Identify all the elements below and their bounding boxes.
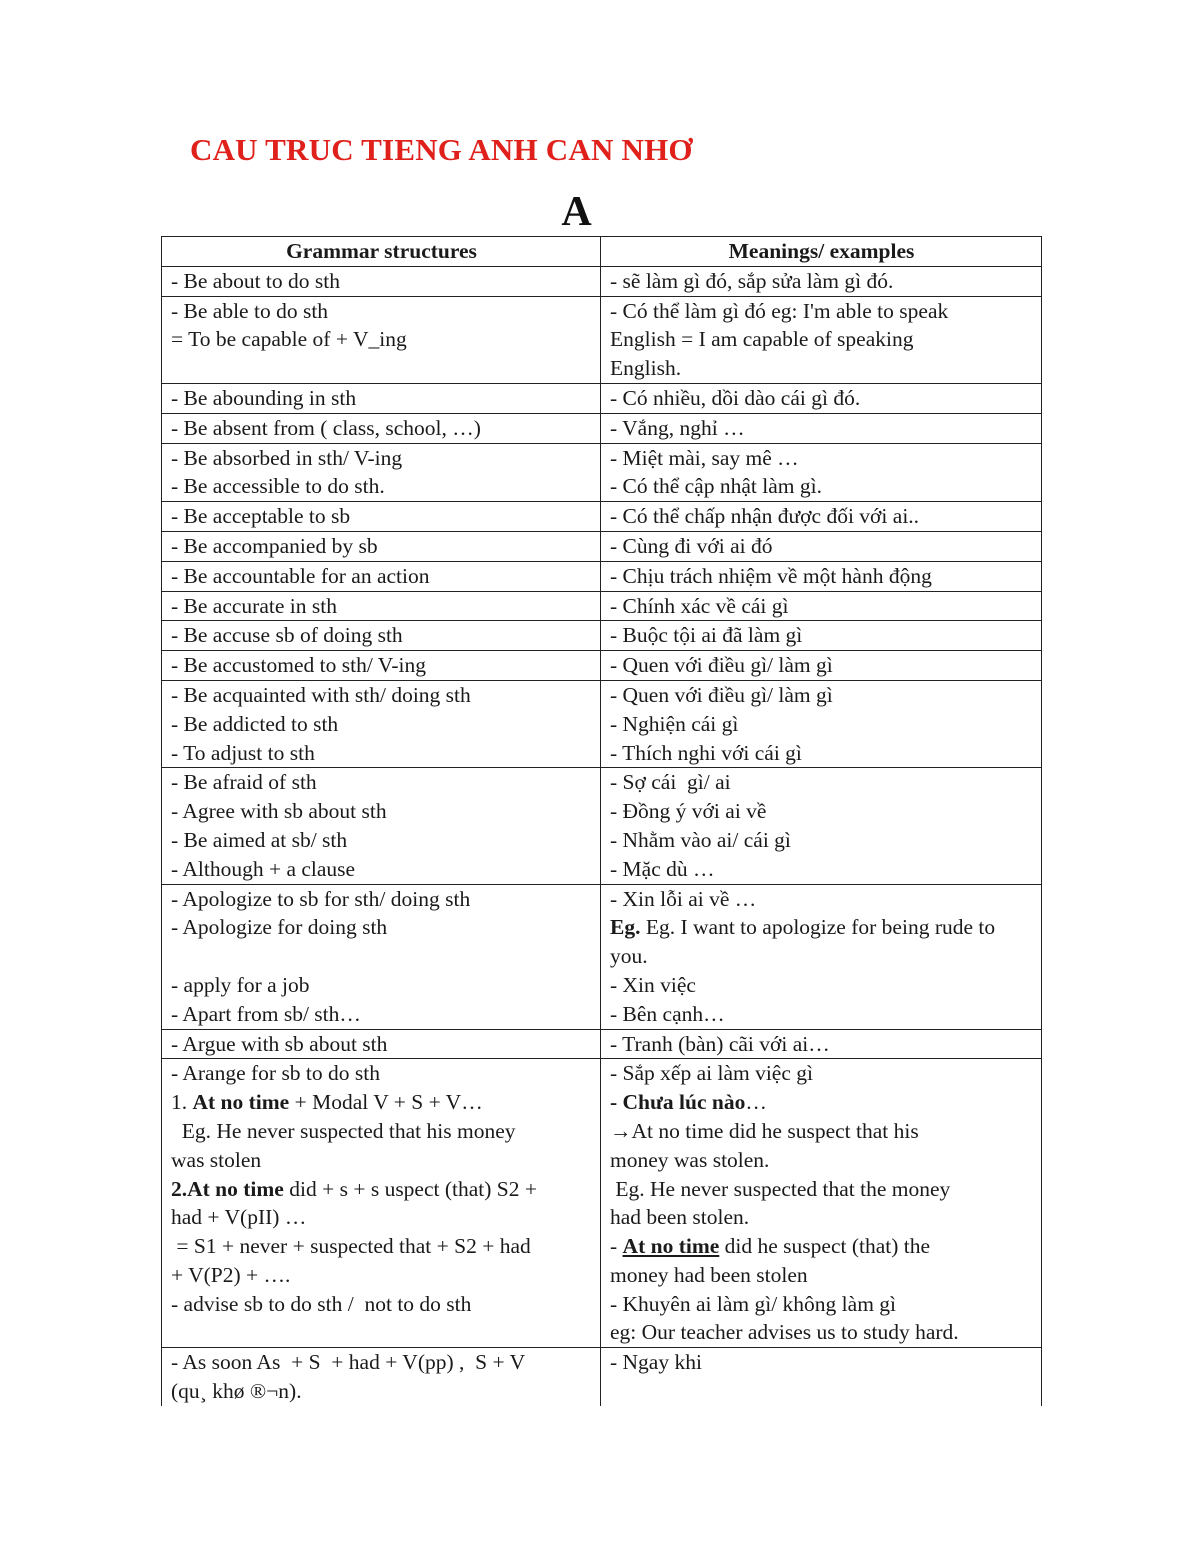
cell-line: eg: Our teacher advises us to study hard. — [610, 1320, 959, 1345]
cell-line: - Apologize for doing sth — [171, 915, 388, 940]
table-row — [162, 413, 1042, 443]
meaning-cell — [601, 531, 1042, 561]
cell-line: - Tranh (bàn) cãi với ai… — [610, 1031, 830, 1056]
cell-line: - Buộc tội ai đã làm gì — [610, 623, 803, 648]
cell-line: - Be afraid of sth — [171, 770, 317, 795]
grammar-cell — [162, 621, 601, 651]
cell-text-bold: - Chưa lúc nào — [610, 1090, 746, 1115]
cell-line: - Chịu trách nhiệm về một hành động — [610, 563, 932, 588]
meaning-cell — [601, 561, 1042, 591]
cell-line: - Be accurate in sth — [171, 593, 337, 618]
cell-line: - To adjust to sth — [171, 740, 315, 765]
table-row — [162, 621, 1042, 651]
table-row — [162, 591, 1042, 621]
cell-line: - Be addicted to sth — [171, 711, 339, 736]
meaning-cell — [601, 266, 1042, 296]
cell-text: 1. — [171, 1090, 193, 1115]
column-header-grammar: Grammar structures — [162, 237, 601, 267]
cell-text: Eg. I want to apologize for being rude to — [640, 915, 996, 940]
meaning-cell — [601, 413, 1042, 443]
cell-line: - Đồng ý với ai về — [610, 799, 767, 824]
grammar-cell — [162, 1059, 601, 1348]
meaning-cell — [601, 680, 1042, 767]
cell-line: + V(P2) + …. — [171, 1262, 291, 1287]
cell-line: Eg. He never suspected that the money — [610, 1176, 951, 1201]
table-header-row — [162, 237, 1042, 267]
cell-line: - Quen với điều gì/ làm gì — [610, 682, 833, 707]
meaning-cell — [601, 768, 1042, 884]
section-letter: A — [561, 189, 592, 235]
cell-line: - Be accuse sb of doing sth — [171, 623, 403, 648]
cell-line — [171, 1088, 592, 1117]
cell-line: - As soon As + S + had + V(pp) , S + V — [171, 1350, 526, 1375]
table-row — [162, 1059, 1042, 1348]
meaning-cell — [601, 651, 1042, 681]
table-row — [162, 383, 1042, 413]
grammar-cell — [162, 296, 601, 383]
cell-text-bold: At no time — [192, 1090, 290, 1115]
meaning-cell — [601, 1029, 1042, 1059]
cell-line: - Be accessible to do sth. — [171, 474, 385, 499]
cell-line: - Xin việc — [610, 972, 696, 997]
grammar-table — [161, 236, 1042, 1406]
cell-line: - Xin lỗi ai về … — [610, 886, 757, 911]
cell-line: - Ngay khi — [610, 1350, 702, 1375]
cell-line: - Be accountable for an action — [171, 563, 430, 588]
cell-line: had been stolen. — [610, 1205, 750, 1230]
cell-line: - Cùng đi với ai đó — [610, 533, 773, 558]
table-row — [162, 502, 1042, 532]
table-row — [162, 266, 1042, 296]
cell-line: - Bên cạnh… — [610, 1001, 725, 1026]
cell-text: did he suspect (that) the — [719, 1234, 931, 1259]
table-row — [162, 1348, 1042, 1406]
cell-line: - apply for a job — [171, 972, 310, 997]
cell-line: - Nhằm vào ai/ cái gì — [610, 827, 791, 852]
page-title: CAU TRUC TIENG ANH CAN NHƠ — [190, 132, 693, 167]
cell-line: - Apologize to sb for sth/ doing sth — [171, 886, 471, 911]
cell-text-bold-underline: At no time — [622, 1234, 720, 1259]
cell-line: - Apart from sb/ sth… — [171, 1001, 361, 1026]
cell-text: … — [745, 1090, 767, 1115]
cell-text: - — [610, 1234, 623, 1259]
column-header-meanings: Meanings/ examples — [601, 237, 1042, 267]
table-row — [162, 531, 1042, 561]
grammar-cell — [162, 502, 601, 532]
cell-line: - Có thể làm gì đó eg: I'm able to speak — [610, 298, 949, 323]
grammar-cell — [162, 1348, 601, 1406]
meaning-cell — [601, 621, 1042, 651]
cell-line: - Be able to do sth — [171, 298, 329, 323]
meaning-cell — [601, 443, 1042, 502]
cell-line: - Be aimed at sb/ sth — [171, 827, 348, 852]
cell-line: - Be absorbed in sth/ V-ing — [171, 445, 403, 470]
cell-line: - Nghiện cái gì — [610, 711, 739, 736]
cell-line — [610, 1232, 1033, 1261]
cell-line: - Be abounding in sth — [171, 385, 357, 410]
table-row — [162, 1029, 1042, 1059]
cell-line: Eg. He never suspected that his money — [171, 1118, 516, 1143]
cell-line: you. — [610, 944, 648, 969]
cell-line: English = I am capable of speaking — [610, 327, 914, 352]
cell-line: - Có thể chấp nhận được đối với ai.. — [610, 504, 920, 529]
grammar-cell — [162, 768, 601, 884]
grammar-cell — [162, 531, 601, 561]
table-row — [162, 768, 1042, 884]
cell-line: money had been stolen — [610, 1262, 808, 1287]
cell-line: - Khuyên ai làm gì/ không làm gì — [610, 1291, 897, 1316]
cell-line — [610, 1088, 1033, 1117]
cell-line: - Be about to do sth — [171, 268, 340, 293]
cell-line: - Có nhiều, dồi dào cái gì đó. — [610, 385, 861, 410]
cell-line: English. — [610, 356, 682, 381]
cell-line — [610, 913, 1033, 942]
cell-line: was stolen — [171, 1147, 262, 1172]
grammar-cell — [162, 680, 601, 767]
cell-line: - sẽ làm gì đó, sắp sửa làm gì đó. — [610, 268, 894, 293]
cell-text: + Modal V + S + V… — [289, 1090, 483, 1115]
cell-text-bold: 2.At no time — [171, 1176, 284, 1201]
table-row — [162, 884, 1042, 1029]
table-row — [162, 651, 1042, 681]
cell-line: - Sợ cái gì/ ai — [610, 770, 731, 795]
grammar-cell — [162, 413, 601, 443]
cell-line: - Thích nghi với cái gì — [610, 740, 802, 765]
grammar-cell — [162, 884, 601, 1029]
cell-line: = To be capable of + V_ing — [171, 327, 407, 352]
cell-line: - Although + a clause — [171, 856, 356, 881]
cell-line — [171, 1175, 592, 1204]
cell-line: - Arange for sb to do sth — [171, 1061, 380, 1086]
grammar-cell — [162, 561, 601, 591]
cell-line: had + V(pII) … — [171, 1205, 307, 1230]
cell-line: - Be acquainted with sth/ doing sth — [171, 682, 471, 707]
cell-line: →At no time did he suspect that his — [610, 1118, 919, 1143]
meaning-cell — [601, 502, 1042, 532]
table-row — [162, 443, 1042, 502]
grammar-cell — [162, 651, 601, 681]
cell-line: - Argue with sb about sth — [171, 1031, 388, 1056]
grammar-cell — [162, 1029, 601, 1059]
eg-label: Eg. — [610, 915, 641, 940]
grammar-cell — [162, 266, 601, 296]
cell-line: - Vắng, nghỉ … — [610, 415, 745, 440]
cell-line: - Quen với điều gì/ làm gì — [610, 653, 833, 678]
meaning-cell — [601, 296, 1042, 383]
cell-line: - Be accustomed to sth/ V-ing — [171, 653, 426, 678]
cell-line: - Có thể cập nhật làm gì. — [610, 474, 822, 499]
cell-line: - Be absent from ( class, school, …) — [171, 415, 481, 440]
table-row — [162, 296, 1042, 383]
grammar-cell — [162, 383, 601, 413]
meaning-cell — [601, 1348, 1042, 1406]
cell-line: = S1 + never + suspected that + S2 + had — [171, 1234, 531, 1259]
cell-line: - Be accompanied by sb — [171, 533, 378, 558]
cell-line: - advise sb to do sth / not to do sth — [171, 1291, 472, 1316]
cell-line: - Miệt mài, say mê … — [610, 445, 799, 470]
grammar-cell — [162, 591, 601, 621]
cell-line: (qu¸ khø ®¬n). — [171, 1379, 302, 1404]
cell-line: money was stolen. — [610, 1147, 770, 1172]
table-row — [162, 561, 1042, 591]
table-row — [162, 680, 1042, 767]
cell-text: did + s + s uspect (that) S2 + — [283, 1176, 538, 1201]
meaning-cell — [601, 1059, 1042, 1348]
cell-line: - Be acceptable to sb — [171, 504, 351, 529]
cell-line: - Chính xác về cái gì — [610, 593, 789, 618]
cell-line-blank — [171, 942, 592, 971]
meaning-cell — [601, 591, 1042, 621]
cell-line: - Mặc dù … — [610, 856, 715, 881]
meaning-cell — [601, 383, 1042, 413]
grammar-cell — [162, 443, 601, 502]
meaning-cell — [601, 884, 1042, 1029]
cell-line: - Sắp xếp ai làm việc gì — [610, 1061, 813, 1086]
cell-line: - Agree with sb about sth — [171, 799, 387, 824]
